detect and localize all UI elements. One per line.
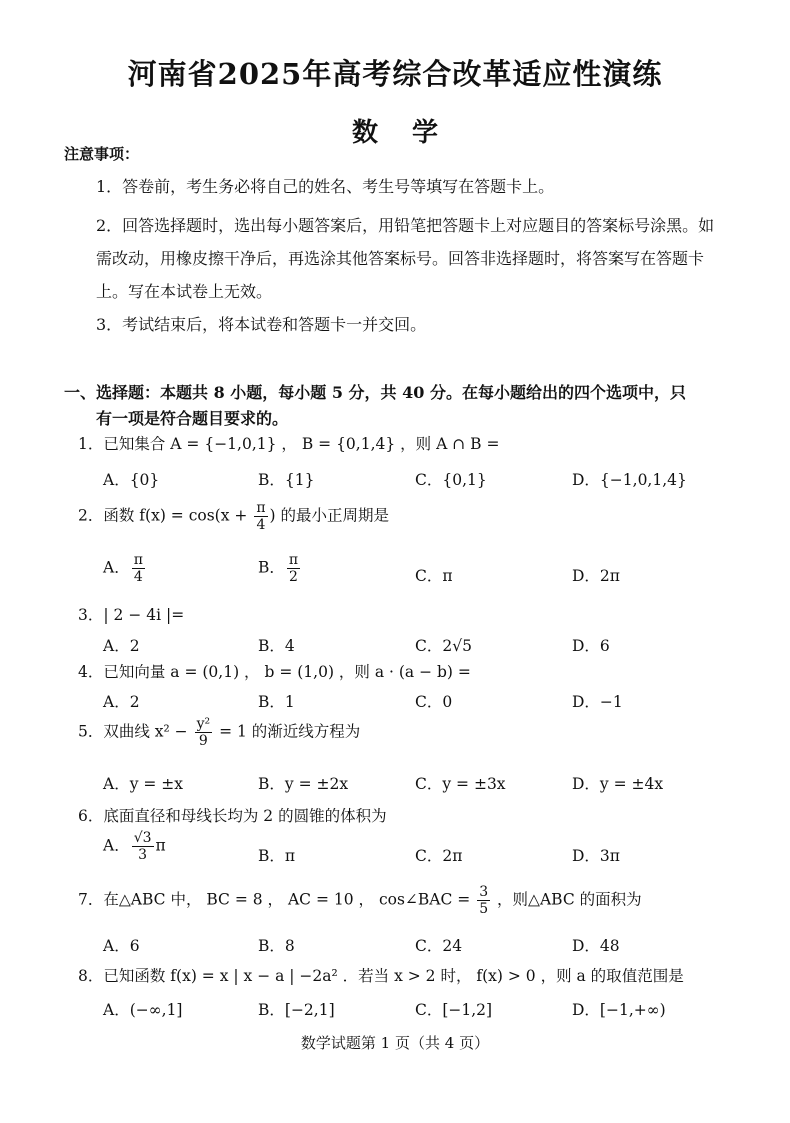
option-b: B．π xyxy=(258,847,296,865)
question-text: 已知集合 A = {−1,0,1} ， B = {0,1,4} ，则 A ∩ B = xyxy=(103,435,500,453)
option-d: D．2π xyxy=(572,567,620,585)
question-2 xyxy=(78,500,389,533)
option-a: A．2 xyxy=(103,637,140,655)
question-5-options xyxy=(0,772,790,802)
option-d: D．3π xyxy=(572,847,620,865)
option-label: A． xyxy=(103,558,130,577)
option-c: C．[−1,2] xyxy=(415,1001,493,1019)
option-a: A．2 xyxy=(103,693,140,711)
option-c: C．2√5 xyxy=(415,637,472,655)
option-c: C．24 xyxy=(415,937,463,955)
option-a xyxy=(103,552,147,585)
notice-item-2-text: 2．回答选择题时，选出每小题答案后，用铅笔把答题卡上对应题目的答案标号涂黑。如需改动，用橡皮擦干净后，再选涂其他答案标号。回答非选择题时，将答案写在答题卡上。写在本试卷上无效。 xyxy=(96,216,715,301)
question-text: | 2 − 4i |= xyxy=(103,606,185,624)
question-number: 8． xyxy=(78,967,104,985)
option-c: C．{0,1} xyxy=(415,471,487,489)
option-d: D．{−1,0,1,4} xyxy=(572,471,687,489)
option-a: A．(−∞,1] xyxy=(103,1001,183,1019)
exam-title: 河南省2025年高考综合改革适应性演练 xyxy=(127,57,663,91)
option-d: D．[−1,+∞) xyxy=(572,1001,666,1019)
option-b: B．[−2,1] xyxy=(258,1001,335,1019)
fraction-denominator: 3 xyxy=(138,847,148,864)
fraction-numerator: π xyxy=(288,552,299,568)
option-b xyxy=(258,552,302,585)
notice-item-3-text: 3．考试结束后，将本试卷和答题卡一并交回。 xyxy=(96,315,427,334)
fraction-numerator: π xyxy=(133,552,143,568)
question-6 xyxy=(78,804,387,826)
notice-heading: 注意事项： xyxy=(64,145,140,163)
option-b: B．y = ±2x xyxy=(258,775,349,793)
subject-title: 数学 xyxy=(351,118,472,148)
question-text-pre: 双曲线 x² − xyxy=(103,722,193,741)
option-d: D．6 xyxy=(572,637,610,655)
option-b: B．{1} xyxy=(258,471,315,489)
option-d: D．−1 xyxy=(572,693,623,711)
fraction-denominator: 4 xyxy=(133,569,143,586)
fraction xyxy=(287,552,300,585)
question-7-options xyxy=(0,934,790,964)
question-number: 6． xyxy=(78,807,104,825)
question-text-pre: 在△ABC 中， BC = 8 ， AC = 10 ， cos∠BAC = xyxy=(103,890,476,909)
question-number: 3． xyxy=(78,606,104,624)
fraction xyxy=(477,884,490,917)
fraction-denominator: 4 xyxy=(256,517,266,534)
option-a xyxy=(103,830,166,863)
option-a: A．y = ±x xyxy=(103,775,184,793)
question-5 xyxy=(78,716,360,749)
section-1-heading xyxy=(64,380,734,432)
option-b: B．4 xyxy=(258,637,295,655)
question-text-pre: 函数 f(x) = cos(x + xyxy=(103,506,253,525)
section-1-line-1: 一、选择题：本题共 8 小题，每小题 5 分，共 40 分。在每小题给出的四个选项中，只 xyxy=(64,383,686,402)
option-c: C．π xyxy=(415,567,453,585)
notice-item-3 xyxy=(64,308,729,341)
option-suffix: π xyxy=(155,836,166,855)
question-2-options xyxy=(0,552,790,586)
question-number: 4． xyxy=(78,663,104,681)
question-number: 1． xyxy=(78,435,104,453)
option-label: A． xyxy=(103,836,130,855)
option-b: B．8 xyxy=(258,937,295,955)
fraction-numerator: y² xyxy=(196,716,211,732)
option-a: A．6 xyxy=(103,937,140,955)
fraction-numerator: π xyxy=(256,500,266,516)
question-4 xyxy=(78,660,471,682)
question-1-options xyxy=(0,468,790,498)
option-c: C．0 xyxy=(415,693,453,711)
page-footer: 数学试题第 1 页（共 4 页） xyxy=(300,1034,490,1052)
question-text: 已知函数 f(x) = x | x − a | −2a² ．若当 x > 2 时， f(x) > 0 ，则 a 的取值范围是 xyxy=(103,967,684,985)
question-number: 5． xyxy=(78,722,104,741)
fraction-denominator: 2 xyxy=(289,569,298,586)
fraction xyxy=(195,716,213,749)
question-number: 2． xyxy=(78,506,104,525)
question-text-post: = 1 的渐近线方程为 xyxy=(214,722,361,741)
fraction xyxy=(254,500,267,533)
question-number: 7． xyxy=(78,890,104,909)
fraction-denominator: 9 xyxy=(198,733,208,750)
notice-item-2 xyxy=(64,209,729,308)
question-7 xyxy=(78,884,642,917)
question-3 xyxy=(78,603,184,625)
option-label: B． xyxy=(258,558,285,577)
fraction-denominator: 5 xyxy=(479,901,489,918)
question-text-post: ) 的最小正周期是 xyxy=(269,506,390,525)
question-8-options xyxy=(0,998,790,1028)
fraction xyxy=(132,830,154,863)
question-text: 底面直径和母线长均为 2 的圆锥的体积为 xyxy=(103,807,387,825)
question-8 xyxy=(78,964,684,986)
fraction xyxy=(132,552,145,585)
question-text: 已知向量 a = (0,1) ， b = (1,0) ，则 a · (a − b) = xyxy=(103,663,471,681)
section-1-line-2: 有一项是符合题目要求的。 xyxy=(96,409,289,428)
option-c: C．2π xyxy=(415,847,463,865)
fraction-numerator: √3 xyxy=(133,830,152,846)
notice-item-1-text: 1．答卷前，考生务必将自己的姓名、考生号等填写在答题卡上。 xyxy=(96,177,555,196)
option-c: C．y = ±3x xyxy=(415,775,506,793)
fraction-numerator: 3 xyxy=(479,884,489,900)
option-d: D．48 xyxy=(572,937,620,955)
question-6-options xyxy=(0,830,790,865)
question-text-post: ，则△ABC 的面积为 xyxy=(492,890,642,909)
option-a: A．{0} xyxy=(103,471,160,489)
question-1 xyxy=(78,432,499,454)
option-d: D．y = ±4x xyxy=(572,775,664,793)
notice-item-1 xyxy=(64,170,729,203)
option-b: B．1 xyxy=(258,693,295,711)
